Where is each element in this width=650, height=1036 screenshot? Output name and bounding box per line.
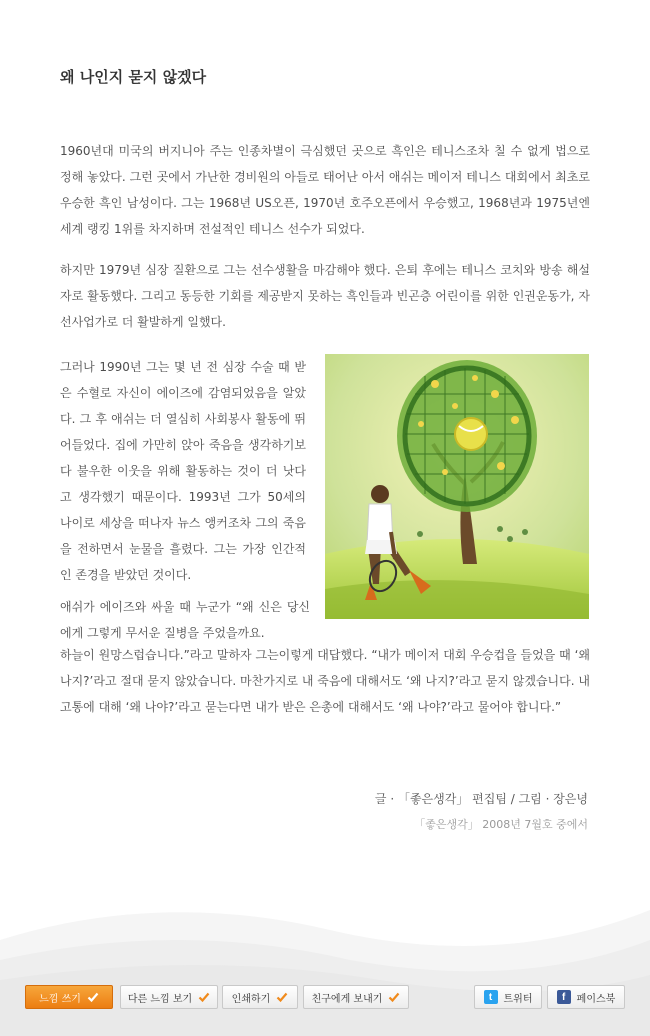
twitter-share-button[interactable] [474, 985, 542, 1009]
view-other-feelings-label: 다른 느낌 보기 [127, 993, 193, 1005]
write-feeling-button[interactable] [25, 985, 113, 1009]
view-other-feelings-button[interactable] [120, 985, 218, 1009]
twitter-label: 트위터 [503, 993, 533, 1005]
send-to-friend-label: 친구에게 보내기 [311, 993, 383, 1005]
paragraph-3: 그러나 1990년 그는 몇 년 전 심장 수술 때 받은 수혈로 자신이 에이즈에 감염되었음을 알았다. 그 후 애쉬는 더 열심히 사회봉사 활동에 뛰어들었다. 집에 가만히 앉아 죽음을 생각하기보다 불우한 이웃을 위해 활동하는 것이 더 낫다고 생각했기 때문이다. 1993년 그가 50세의 나이로 세상을 떠나자 뉴스 앵커조차 그의 죽음을 전하면서 눈물을 흘렸다. 그는 가장 인간적인 존경을 받았던 것이다. [60, 360, 306, 582]
facebook-label: 페이스북 [576, 993, 616, 1005]
paragraph-4: 애쉬가 에이즈와 싸울 때 누군가 “왜 신은 당신에게 그렇게 무서운 질병을 주었을까요. [60, 600, 310, 640]
twitter-icon: t [484, 990, 498, 1004]
facebook-share-button[interactable] [547, 985, 625, 1009]
source-citation: 「좋은생각」 2008년 7월호 중에서 [414, 818, 588, 831]
check-icon [276, 991, 288, 1003]
check-icon [388, 991, 400, 1003]
write-feeling-label: 느낌 쓰기 [39, 993, 81, 1005]
paragraph-2: 하지만 1979년 심장 질환으로 그는 선수생활을 마감해야 했다. 은퇴 후에는 테니스 코치와 방송 해설자로 활동했다. 그리고 동등한 기회를 제공받지 못하는 흑인들과 빈곤층 어린이를 위한 인권운동가, 자선사업가로 더 활발하게 일했다. [60, 263, 590, 329]
paragraph-1: 1960년대 미국의 버지니아 주는 인종차별이 극심했던 곳으로 흑인은 테니스조차 칠 수 없게 법으로 정해 놓았다. 그런 곳에서 가난한 경비원의 아들로 태어난 아서 애쉬는 메이저 테니스 대회에서 최초로 우승한 흑인 남성이다. 그는 1968년 US오픈, 1970년 호주오픈에서 우승했고, 1968년과 1975년엔 세계 랭킹 1위를 차지하며 전설적인 테니스 선수가 되었다. [60, 144, 590, 236]
background-wave [0, 880, 650, 1036]
tennis-tree-illustration [325, 354, 589, 619]
send-to-friend-button[interactable] [303, 985, 409, 1009]
author-credit: 글 · 「좋은생각」 편집팀 / 그림 · 장은녕 [374, 792, 588, 806]
paragraph-5: 하늘이 원망스럽습니다.”라고 말하자 그는이렇게 대답했다. “내가 메이저 대회 우승컵을 들었을 때 ‘왜 나지?’라고 절대 묻지 않았습니다. 마찬가지로 내 죽음에 대해서도 ‘왜 나지?’라고 묻지 않겠습니다. 내 고통에 대해 ‘왜 나야?’라고 묻는다면 내가 받은 은총에 대해서도 ‘왜 나야?’라고 물어야 합니다.” [60, 648, 590, 714]
check-icon [87, 991, 99, 1003]
print-button[interactable] [222, 985, 298, 1009]
check-icon [198, 991, 210, 1003]
article-title: 왜 나인지 묻지 않겠다 [60, 68, 207, 86]
facebook-icon: f [557, 990, 571, 1004]
print-label: 인쇄하기 [231, 993, 271, 1005]
